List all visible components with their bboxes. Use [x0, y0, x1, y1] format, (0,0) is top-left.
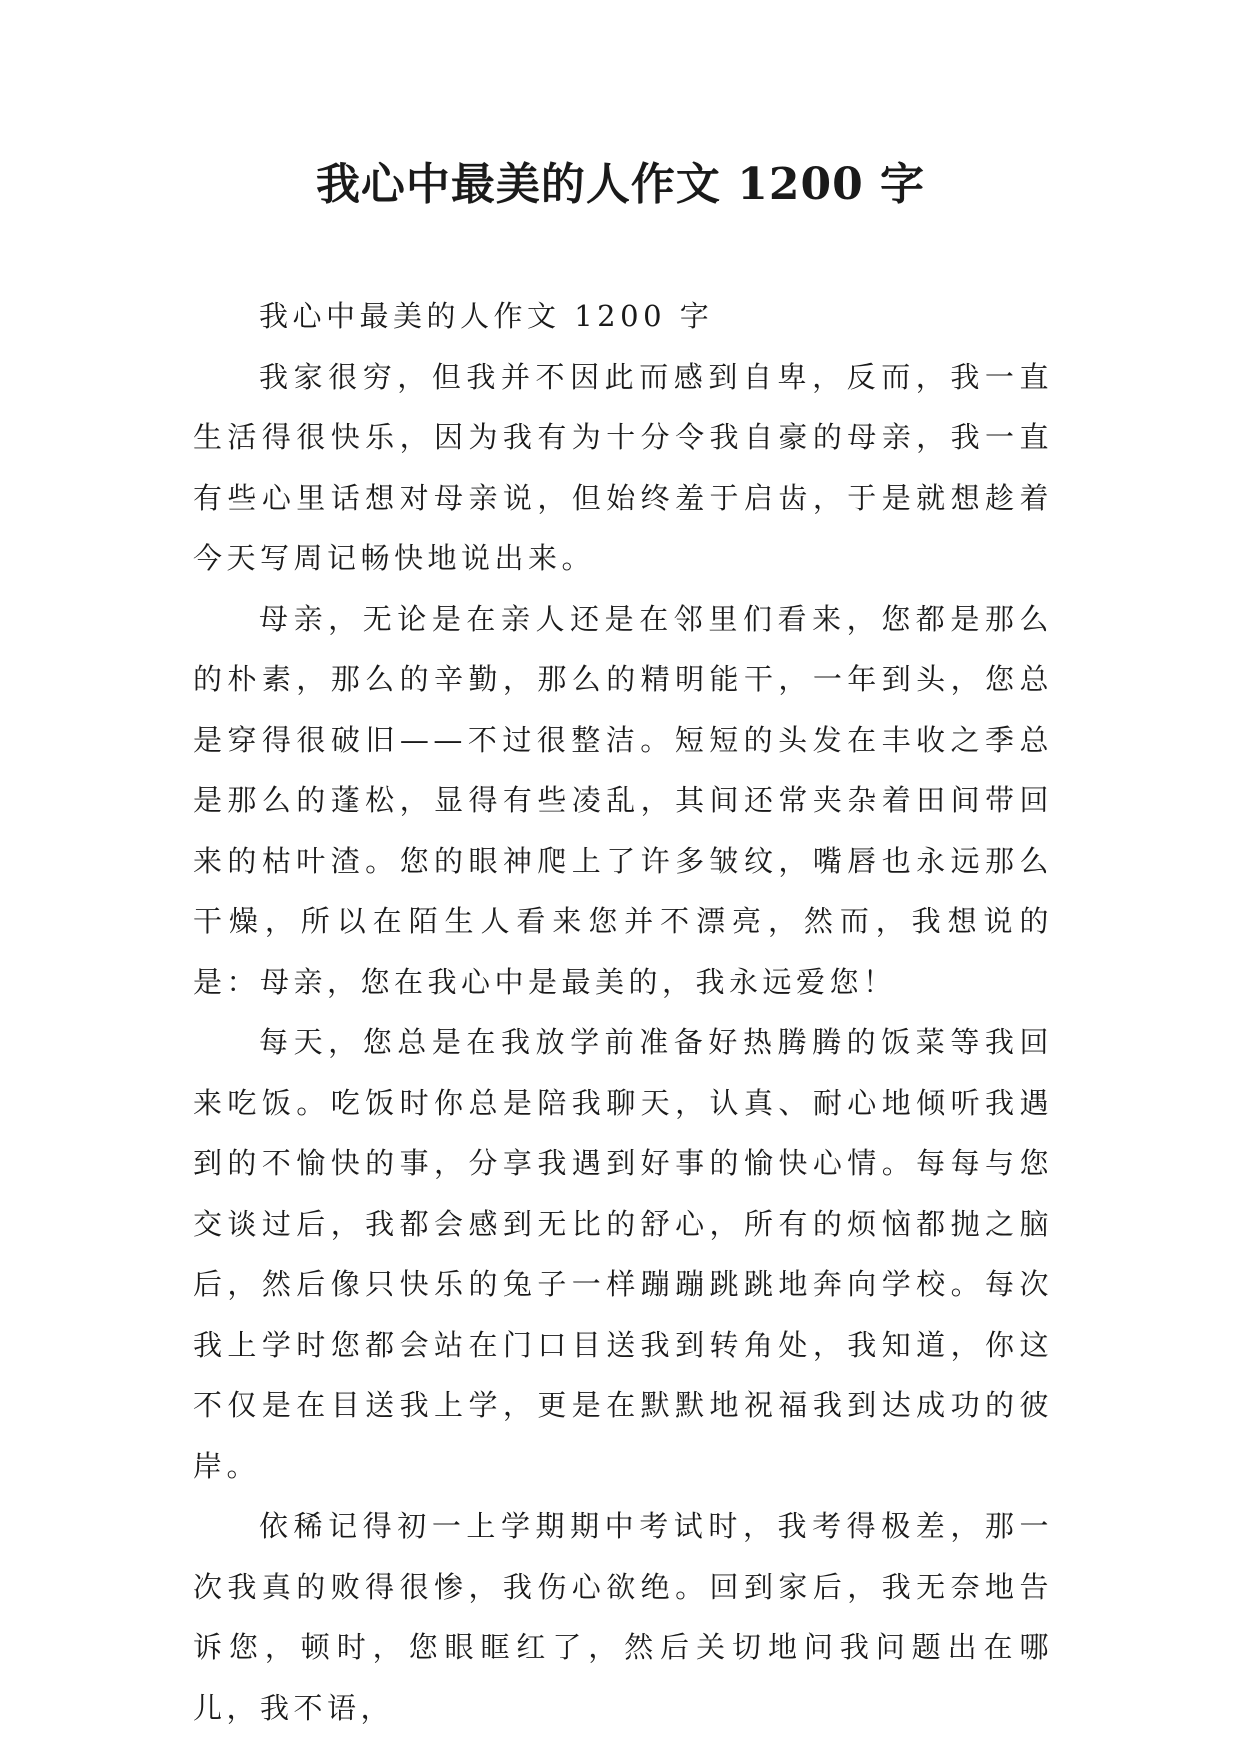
paragraph: 每天，您总是在我放学前准备好热腾腾的饭菜等我回来吃饭。吃饭时你总是陪我聊天，认真、耐心地倾听我遇到的不愉快的事，分享我遇到好事的愉快心情。每每与您交谈过后，我都会感到无比的舒心，所有的烦恼都抛之脑后，然后像只快乐的兔子一样蹦蹦跳跳地奔向学校。每次我上学时您都会站在门口目送我到转角处，我知道，你这不仅是在目送我上学，更是在默默地祝福我到达成功的彼岸。 — [193, 1025, 1053, 1483]
paragraph: 依稀记得初一上学期期中考试时，我考得极差，那一次我真的败得很惨，我伤心欲绝。回到家后，我无奈地告诉您，顿时，您眼眶红了，然后关切地问我问题出在哪儿，我不语， — [193, 1509, 1053, 1725]
document-body — [193, 286, 1053, 1738]
document-title: 我心中最美的人作文 1200 字 — [315, 159, 926, 210]
paragraph-subtitle: 我心中最美的人作文 1200 字 — [259, 299, 714, 333]
paragraph: 我家很穷，但我并不因此而感到自卑，反而，我一直生活得很快乐，因为我有为十分令我自豪的母亲，我一直有些心里话想对母亲说，但始终羞于启齿，于是就想趁着今天写周记畅快地说出来。 — [193, 359, 1053, 575]
paragraph: 母亲，无论是在亲人还是在邻里们看来，您都是那么的朴素，那么的辛勤，那么的精明能干，一年到头，您总是穿得很破旧——不过很整洁。短短的头发在丰收之季总是那么的蓬松，显得有些凌乱，其间还常夹杂着田间带回来的枯叶渣。您的眼神爬上了许多皱纹，嘴唇也永远那么干燥，所以在陌生人看来您并不漂亮，然而，我想说的是：母亲，您在我心中是最美的，我永远爱您！ — [193, 601, 1053, 999]
